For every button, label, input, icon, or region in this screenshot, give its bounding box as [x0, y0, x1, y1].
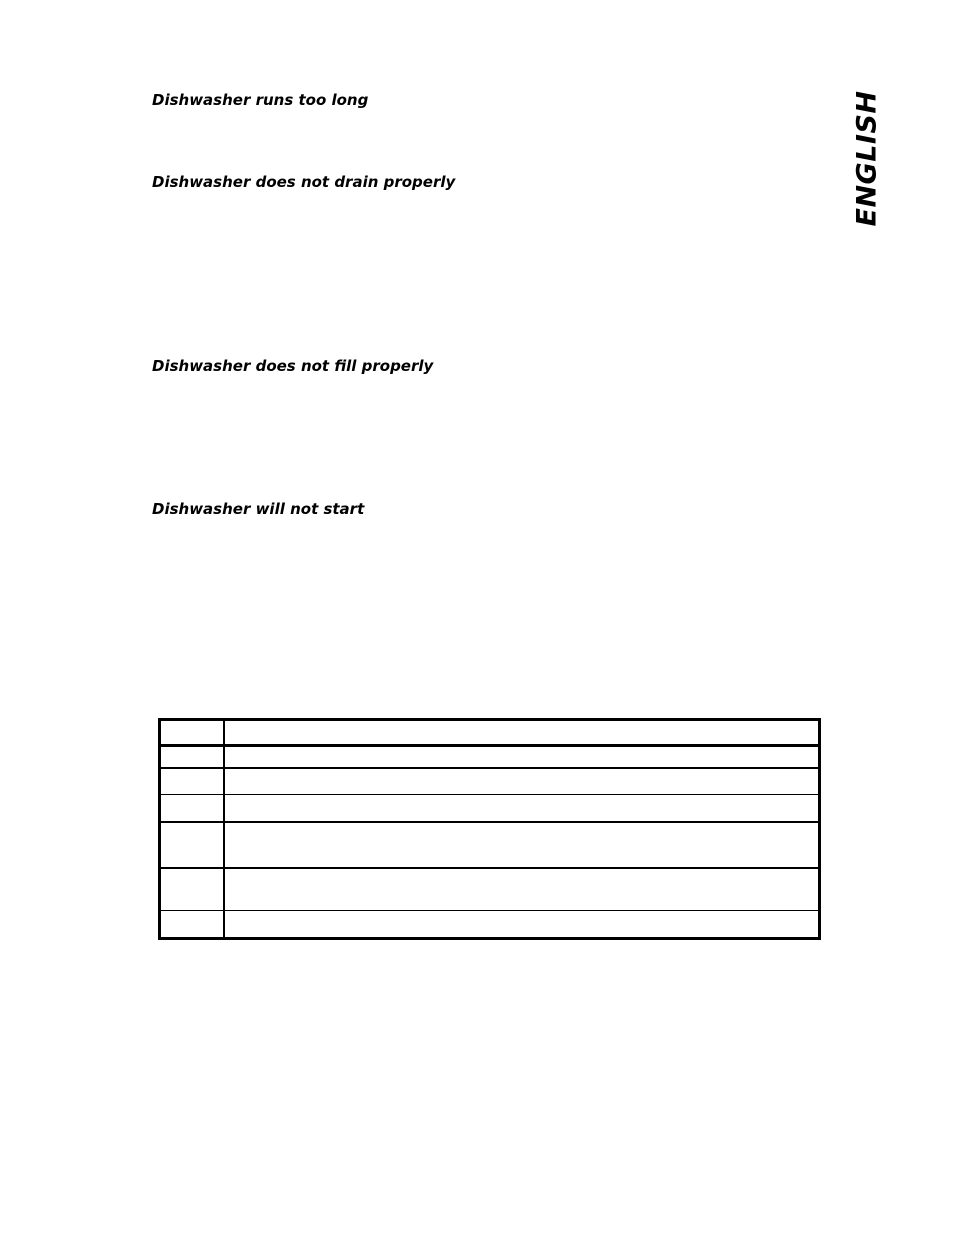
table-row	[161, 869, 818, 910]
section-heading-does-not-drain: Dishwasher does not drain properly	[152, 173, 456, 191]
language-label: ENGLISH	[851, 90, 883, 226]
code-table	[158, 718, 821, 940]
table-row	[161, 795, 818, 821]
table-row	[161, 911, 818, 937]
table-row	[161, 747, 818, 767]
table-row	[161, 823, 818, 867]
language-tab	[851, 92, 883, 224]
section-heading-runs-too-long: Dishwasher runs too long	[152, 91, 369, 109]
section-heading-does-not-fill: Dishwasher does not fill properly	[152, 357, 434, 375]
section-heading-will-not-start: Dishwasher will not start	[152, 500, 365, 518]
table-header-row	[161, 721, 818, 744]
table-row	[161, 769, 818, 794]
